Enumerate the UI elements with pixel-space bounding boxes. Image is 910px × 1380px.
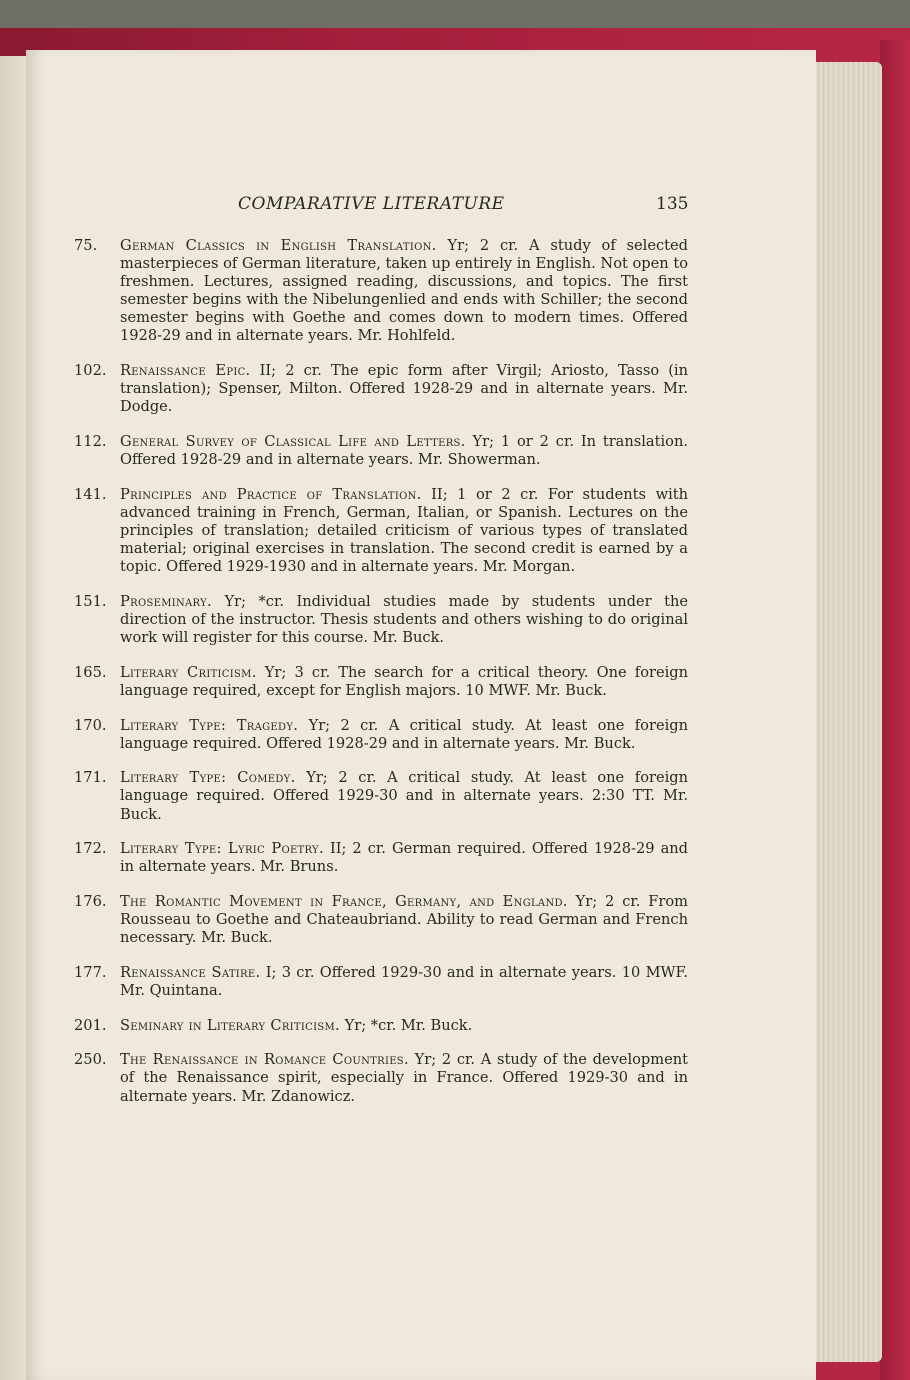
course-number: 177. [74,963,107,981]
course-description [120,664,688,700]
course-entry [74,769,688,823]
course-details: Yr; *cr. Individual studies made by students under the direction of the instructor. Thesis students and others wishing to do original work will register for this course. Mr. Buck. [120,592,688,647]
course-entry [74,664,688,700]
course-details: Yr; 2 cr. A study of selected masterpieces of German literature, taken up entirely in English. Not open to freshmen. Lectures, assigned reading, discussions, and topics. The first semester begins with the Nibelungenlied and ends with Schiller; the second semester begins with Goethe and comes down to modern times. Offered 1928-29 and in alternate years. Mr. Hohlfeld. [120,237,689,345]
course-entry [74,237,688,346]
course-details: Yr; 2 cr. From Rousseau to Goethe and Chateaubriand. Ability to read German and French necessary. Mr. Buck. [120,892,689,947]
course-description [120,433,688,469]
course-entry [74,362,688,416]
course-entry [74,593,688,647]
course-title: German Classics in English Translation. [120,237,437,254]
running-title: COMPARATIVE LITERATURE [238,194,505,214]
course-title: Literary Type: Tragedy. [120,716,299,734]
course-details: Yr; 2 cr. A critical study. At least one foreign language required. Offered 1928-29 and in alternate years. Mr. Buck. [120,716,688,752]
course-number: 75. [74,237,98,254]
course-number: 170. [74,716,107,734]
course-description [120,769,688,823]
course-title: Proseminary. [120,592,212,610]
course-number: 102. [74,362,107,380]
course-title: Renaissance Satire. [120,963,261,981]
course-number: 250. [74,1051,107,1069]
course-entry [74,717,688,753]
course-description [120,486,688,576]
course-entry [74,486,688,576]
course-description [120,1051,688,1105]
course-details: Yr; 2 cr. A critical study. At least one foreign language required. Offered 1929-30 and in alternate years. 2:30 TT. Mr. Buck. [120,769,688,823]
course-description [120,237,688,346]
course-list [74,237,688,1122]
course-description [120,593,688,647]
course-entry [74,1017,688,1035]
course-number: 112. [74,433,107,451]
course-details: Yr; 2 cr. A study of the development of the Renaissance spirit, especially in France. Offered 1929-30 and in alternate years. Mr. Zdanowicz. [120,1051,688,1105]
course-title: Literary Criticism. [120,663,257,681]
course-title: Principles and Practice of Translation. [120,485,422,503]
course-details: Yr; 1 or 2 cr. In translation. Offered 1928-29 and in alternate years. Mr. Showerman. [120,433,688,469]
course-entry [74,840,688,876]
course-number: 172. [74,840,107,858]
course-description [120,717,688,753]
course-description [120,893,688,947]
book-cover-edge [880,40,910,1380]
course-description [120,1017,688,1035]
course-number: 165. [74,663,107,681]
course-title: Literary Type: Lyric Poetry. [120,840,324,858]
course-details: I; 3 cr. Offered 1929-30 and in alternate years. 10 MWF. Mr. Quintana. [120,963,689,999]
course-entry [74,433,688,469]
course-number: 201. [74,1016,107,1034]
course-details: Yr; *cr. Mr. Buck. [344,1016,473,1034]
course-number: 171. [74,769,107,787]
page-header [0,194,910,218]
course-entry [74,964,688,1000]
course-title: Seminary in Literary Criticism. [120,1016,340,1034]
course-entry [74,1051,688,1105]
course-details: II; 2 cr. German required. Offered 1928-29 and in alternate years. Mr. Bruns. [120,840,689,876]
page-number: 135 [656,194,689,214]
course-description [120,840,688,876]
course-details: II; 1 or 2 cr. For students with advanced training in French, German, Italian, or Spanish. Lectures on the principles of translation; detailed criticism of various types of translated material; original exercises in translation. The second credit is earned by a topic. Offered 1929-1930 and in alternate years. Mr. Morgan. [120,485,689,576]
course-number: 151. [74,592,107,610]
course-title: Literary Type: Comedy. [120,769,296,787]
course-details: Yr; 3 cr. The search for a critical theory. One foreign language required, except for English majors. 10 MWF. Mr. Buck. [120,663,689,699]
course-title: The Romantic Movement in France, Germany, and England. [120,892,568,910]
course-details: II; 2 cr. The epic form after Virgil; Ariosto, Tasso (in translation); Spenser, Milton. Offered 1928-29 and in alternate years. Mr. Dodge. [120,362,688,416]
course-title: The Renaissance in Romance Countries. [120,1051,409,1069]
course-entry [74,893,688,947]
facing-page-edge [0,56,26,1380]
course-number: 141. [74,485,107,503]
course-title: General Survey of Classical Life and Letters. [120,433,466,451]
course-number: 176. [74,892,107,910]
course-description [120,362,688,416]
course-description [120,964,688,1000]
course-title: Renaissance Epic. [120,362,251,380]
